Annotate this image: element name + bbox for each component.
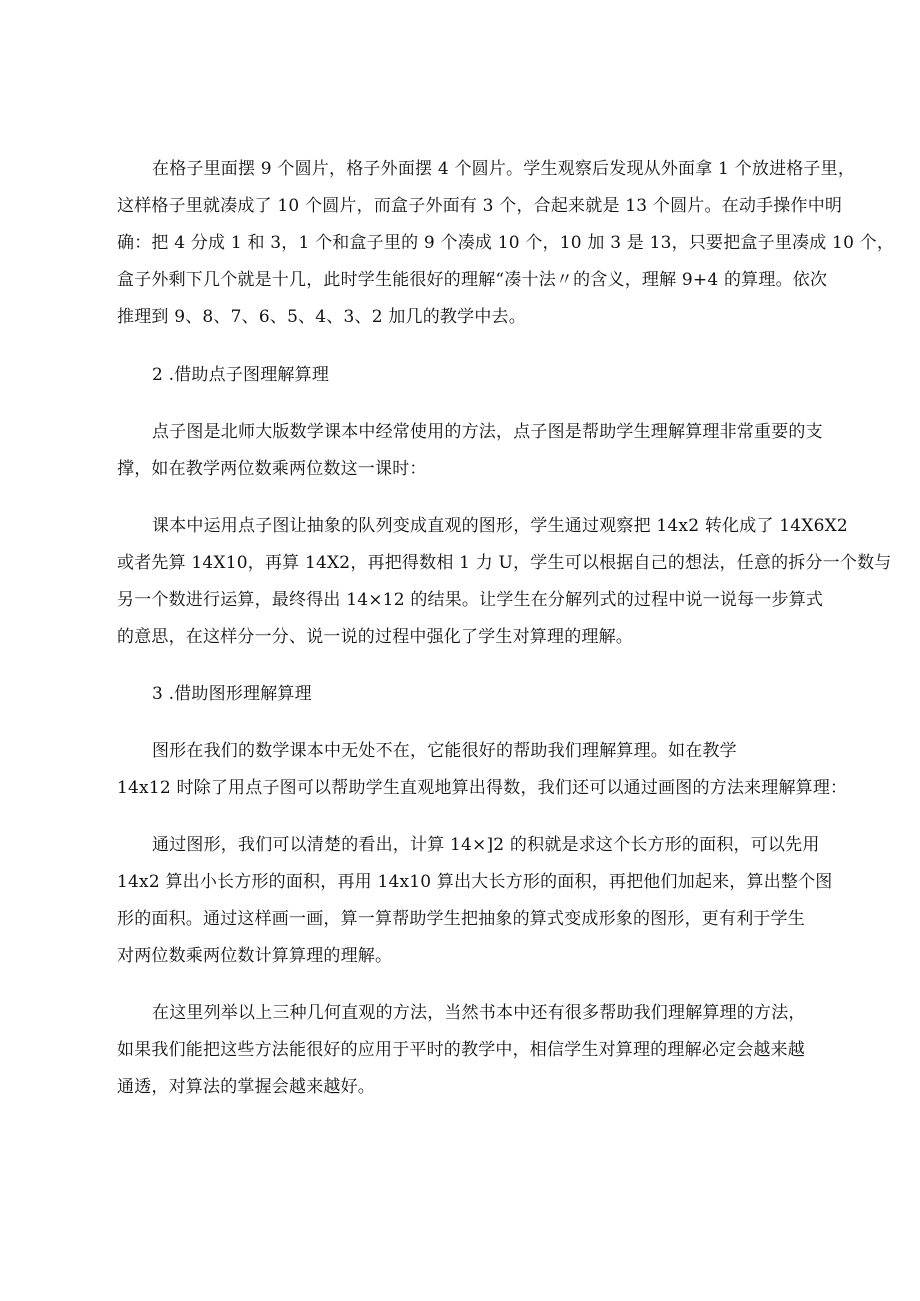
- paragraph-4-line-1: 图形在我们的数学课本中无处不在，它能很好的帮助我们理解算理。如在教学: [152, 741, 737, 761]
- paragraph-1-line-1: 在格子里面摆 9 个圆片，格子外面摆 4 个圆片。学生观察后发现从外面拿 1 个放进格子里，: [152, 159, 856, 179]
- paragraph-4-line-2: 14x12 时除了用点子图可以帮助学生直观地算出得数，我们还可以通过画图的方法来理解算理：: [117, 778, 848, 798]
- paragraph-3-line-1: 课本中运用点子图让抽象的队列变成直观的图形，学生通过观察把 14x2 转化成了 14X6X2: [152, 516, 848, 536]
- paragraph-1-line-3: 确：把 4 分成 1 和 3，1 个和盒子里的 9 个凑成 10 个，10 加 3 是 13，只要把盒子里凑成 10 个，: [117, 233, 895, 253]
- paragraph-1-line-4: 盒子外剩下几个就是十几，此时学生能很好的理解“凑十法〃的含义，理解 9+4 的算理。依次: [117, 270, 828, 290]
- section-heading-3: 3 .借助图形理解算理: [152, 684, 312, 704]
- paragraph-6-line-1: 在这里列举以上三种几何直观的方法，当然书本中还有很多帮助我们理解算理的方法，: [152, 1003, 806, 1023]
- paragraph-1-line-2: 这样格子里就凑成了 10 个圆片，而盒子外面有 3 个，合起来就是 13 个圆片。在动手操作中明: [117, 196, 843, 216]
- paragraph-1-line-5: 推理到 9、8、7、6、5、4、3、2 加几的教学中去。: [117, 307, 526, 327]
- section-heading-2: 2 .借助点子图理解算理: [152, 365, 330, 385]
- paragraph-5-line-1: 通过图形，我们可以清楚的看出，计算 14×]2 的积就是求这个长方形的面积，可以先用: [152, 835, 820, 855]
- paragraph-3-line-3: 另一个数进行运算，最终得出 14×12 的结果。让学生在分解列式的过程中说一说每一步算式: [117, 590, 824, 610]
- paragraph-5-line-3: 形的面积。通过这样画一画，算一算帮助学生把抽象的算式变成形象的图形，更有利于学生: [117, 909, 805, 929]
- paragraph-3-line-2: 或者先算 14X10，再算 14X2，再把得数相 1 力 U，学生可以根据自己的想法，任意的拆分一个数与: [117, 553, 892, 573]
- paragraph-5-line-4: 对两位数乘两位数计算算理的理解。: [117, 946, 393, 966]
- paragraph-6-line-2: 如果我们能把这些方法能很好的应用于平时的教学中，相信学生对算理的理解必定会越来越: [117, 1040, 805, 1060]
- paragraph-5-line-2: 14x2 算出小长方形的面积，再用 14x10 算出大长方形的面积，再把他们加起来，算出整个图: [117, 872, 833, 892]
- paragraph-2-line-2: 撑，如在教学两位数乘两位数这一课时：: [117, 459, 427, 479]
- paragraph-6-line-3: 通透，对算法的掌握会越来越好。: [117, 1077, 375, 1097]
- paragraph-3-line-4: 的意思，在这样分一分、说一说的过程中强化了学生对算理的理解。: [117, 627, 633, 647]
- paragraph-2-line-1: 点子图是北师大版数学课本中经常使用的方法，点子图是帮助学生理解算理非常重要的支: [152, 422, 823, 442]
